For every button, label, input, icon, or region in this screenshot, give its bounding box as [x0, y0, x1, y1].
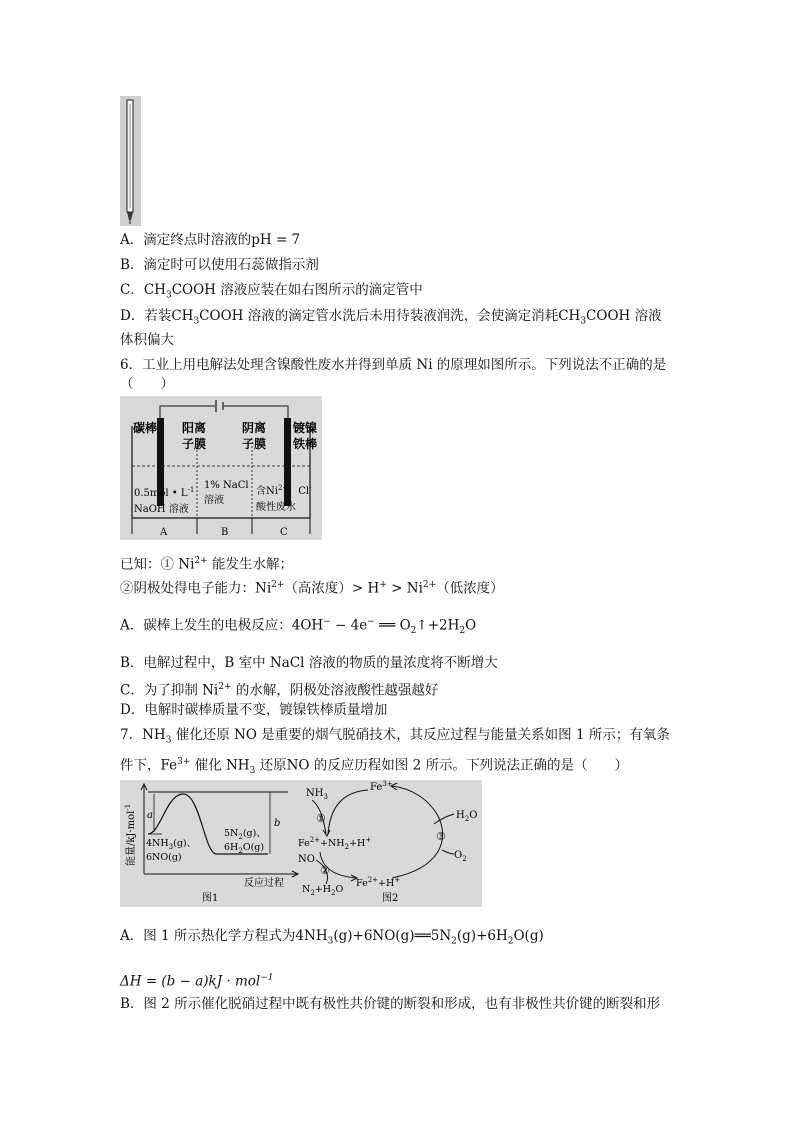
q7-option-a: A．图 1 所示热化学方程式为$4NH_3(g)+6NO(g)══5N_2(g)+6H_2O(g)$	[120, 928, 544, 947]
fig1-reactants-1: $4NH_3(g)$、	[146, 838, 197, 851]
q5-option-b: B．滴定时可以使用石蕊做指示剂	[120, 257, 319, 273]
room-b-conc: 1% NaCl	[204, 480, 249, 491]
q7-option-b: B．图 2 所示催化脱硝过程中既有极性共价键的断裂和形成，也有非极性共价键的断裂和形	[120, 996, 661, 1012]
q7-stem-2: 件下，$Fe^{3+}$ 催化 $NH_3$ 还原NO 的反应历程如图 2 所示。下列说法正确的是（ ）	[120, 757, 628, 777]
anion-membrane-label-1: 阴离	[242, 421, 267, 435]
fig2-fe2-h: $Fe^{2+}+H^+$	[356, 876, 401, 889]
q6-option-d: D．电解时碳棒质量不变，镀镍铁棒质量增加	[120, 702, 388, 718]
fig2-fe3: $Fe^{3+}$	[370, 780, 393, 793]
q6-stem: 6．工业上用电解法处理含镍酸性废水并得到单质 Ni 的原理如图所示。下列说法不正确的是	[120, 357, 667, 373]
q5-option-d-cont: 体积偏大	[120, 332, 174, 348]
electrolysis-drawing	[120, 396, 322, 540]
plated-rod-label-2: 铁棒	[293, 437, 318, 451]
carbon-rod-label: 碳棒	[133, 421, 158, 435]
q6-bracket: （ ）	[120, 376, 174, 392]
burette-figure	[120, 96, 141, 226]
fig2-nh3: $NH_3$	[306, 788, 328, 801]
fig1-products-1: $5N_2(g)$、	[224, 828, 266, 841]
q5-option-c: C．$CH_3COOH$ 溶液应装在如右图所示的滴定管中	[120, 282, 423, 301]
fig1-reactants-2: 6NO(g)	[146, 852, 182, 863]
fig1-xlabel: 反应过程	[244, 878, 284, 889]
fig2-intermediate: $Fe^{2+}+NH_2+H^+$	[298, 836, 372, 851]
room-b-solution: 溶液	[204, 495, 224, 506]
q6-known-2: ②阴极处得电子能力：$Ni^{2+}$（高浓度）> $H^+ > Ni^{2+}$（低浓度）	[120, 580, 504, 597]
fig1-b: b	[274, 818, 281, 829]
room-c-ions: 含$Ni^{2+}$、Cl-	[256, 484, 312, 497]
energy-and-mechanism-figure	[120, 780, 482, 907]
fig2-h2o: $H_2O$	[456, 810, 478, 823]
q5-option-d: D．若装$CH_3COOH$ 溶液的滴定管水洗后未用待装液润洗，会使滴定消耗$CH_3COOH$ 溶液	[120, 308, 662, 327]
fig1-ylabel: 能量/kJ·mol$^{-1}$	[124, 803, 137, 866]
room-a-label: A	[160, 527, 168, 538]
cation-membrane-label-2: 子膜	[182, 437, 207, 451]
fig2-products-n2-h2o: $N_2+H_2O$	[302, 884, 344, 897]
fig2-step2: ②	[320, 864, 330, 877]
q6-option-c: C．为了抑制 $Ni^{2+}$ 的水解，阴极处溶液酸性越强越好	[120, 682, 439, 699]
q7-stem-1: 7．$NH_3$ 催化还原 NO 是重要的烟气脱硝技术，其反应过程与能量关系如图 1 所示；有氧条	[120, 727, 670, 746]
electrolysis-figure	[120, 396, 322, 540]
fig1-caption: 图1	[202, 893, 219, 904]
cation-membrane-label-1: 阳离	[182, 421, 207, 435]
fig2-o2: $O_2$	[454, 850, 467, 863]
burette-drawing	[120, 96, 141, 226]
fig1-products-2: $6H_2O(g)$	[224, 842, 265, 855]
room-b-label: B	[221, 527, 229, 538]
q6-option-a: A．碳棒上发生的电极反应：4OH− − 4e− ══ $O_2↑+2H_2O$	[120, 617, 477, 637]
q5-option-a: A．滴定终点时溶液的pH = 7	[120, 232, 301, 248]
room-a-solution: NaOH 溶液	[134, 504, 189, 515]
fig2-step1: ①	[316, 812, 326, 825]
room-c-label: C	[280, 527, 288, 538]
plated-rod-label-1: 镀镍	[293, 421, 318, 435]
fig2-no: NO	[298, 854, 315, 865]
q6-option-b: B．电解过程中，B 室中 NaCl 溶液的物质的量浓度将不断增大	[120, 655, 498, 671]
room-c-solution: 酸性废水	[256, 502, 296, 513]
fig2-caption: 图2	[382, 893, 399, 904]
q7-option-a-delta-h: ΔH = (b − a)kJ · mol$^{-1}$	[120, 973, 274, 990]
energy-mechanism-drawing	[120, 780, 482, 907]
q6-known-1: 已知：① $Ni^{2+}$ 能发生水解；	[120, 556, 293, 573]
room-a-conc: 0.5mol • $L^{-1}$	[134, 486, 195, 499]
fig2-step3: ③	[436, 830, 446, 843]
anion-membrane-label-2: 子膜	[242, 437, 267, 451]
fig1-a: a	[147, 810, 153, 821]
